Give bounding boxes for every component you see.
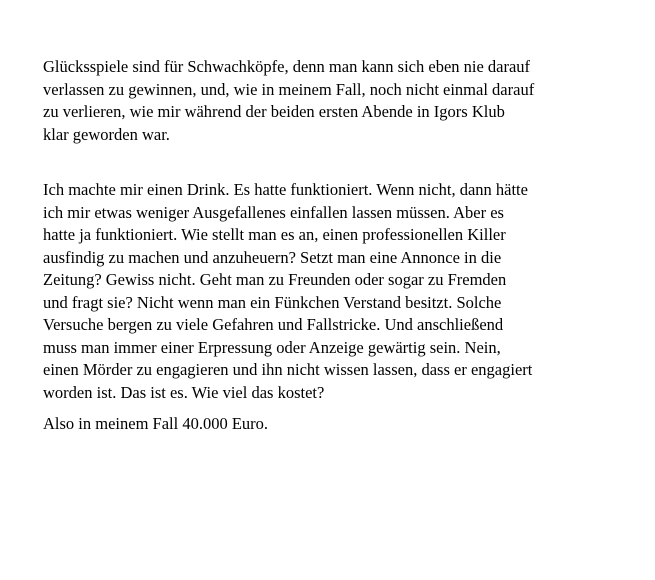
text-line: und fragt sie? Nicht wenn man ein Fünkchen Verstand besitzt. Solche — [43, 292, 502, 312]
text-line: hatte ja funktioniert. Wie stellt man es an, einen professionellen Killer — [43, 225, 506, 244]
paragraph-2 — [43, 179, 638, 404]
text-line: Also in meinem Fall 40.000 Euro. — [43, 414, 269, 433]
text-line: ich mir etwas weniger Ausgefallenes einfallen lassen müssen. Aber es — [43, 202, 504, 222]
text-line: verlassen zu gewinnen, und, wie in meinem Fall, noch nicht einmal darauf — [43, 79, 535, 99]
text-line: worden ist. Das ist es. Wie viel das kostet? — [43, 382, 325, 402]
paragraph-3 — [43, 413, 638, 436]
text-line: Ich machte mir einen Drink. Es hatte funktioniert. Wenn nicht, dann hätte — [43, 180, 528, 199]
text-line: ausfindig zu machen und anzuheuern? Setzt man eine Annonce in die — [43, 247, 502, 267]
text-line: zu verlieren, wie mir während der beiden ersten Abende in Igors Klub — [43, 102, 505, 121]
paragraph-1 — [43, 56, 638, 146]
text-line: Zeitung? Gewiss nicht. Geht man zu Freunden oder sogar zu Fremden — [43, 270, 507, 289]
text-line: Versuche bergen zu viele Gefahren und Fallstricke. Und anschließend — [43, 315, 504, 334]
text-line: muss man immer einer Erpressung oder Anzeige gewärtig sein. Nein, — [43, 337, 501, 357]
text-line: klar geworden war. — [43, 124, 170, 144]
text-line: einen Mörder zu engagieren und ihn nicht wissen lassen, dass er engagiert — [43, 360, 533, 379]
text-line: Glücksspiele sind für Schwachköpfe, denn man kann sich eben nie darauf — [43, 57, 531, 76]
